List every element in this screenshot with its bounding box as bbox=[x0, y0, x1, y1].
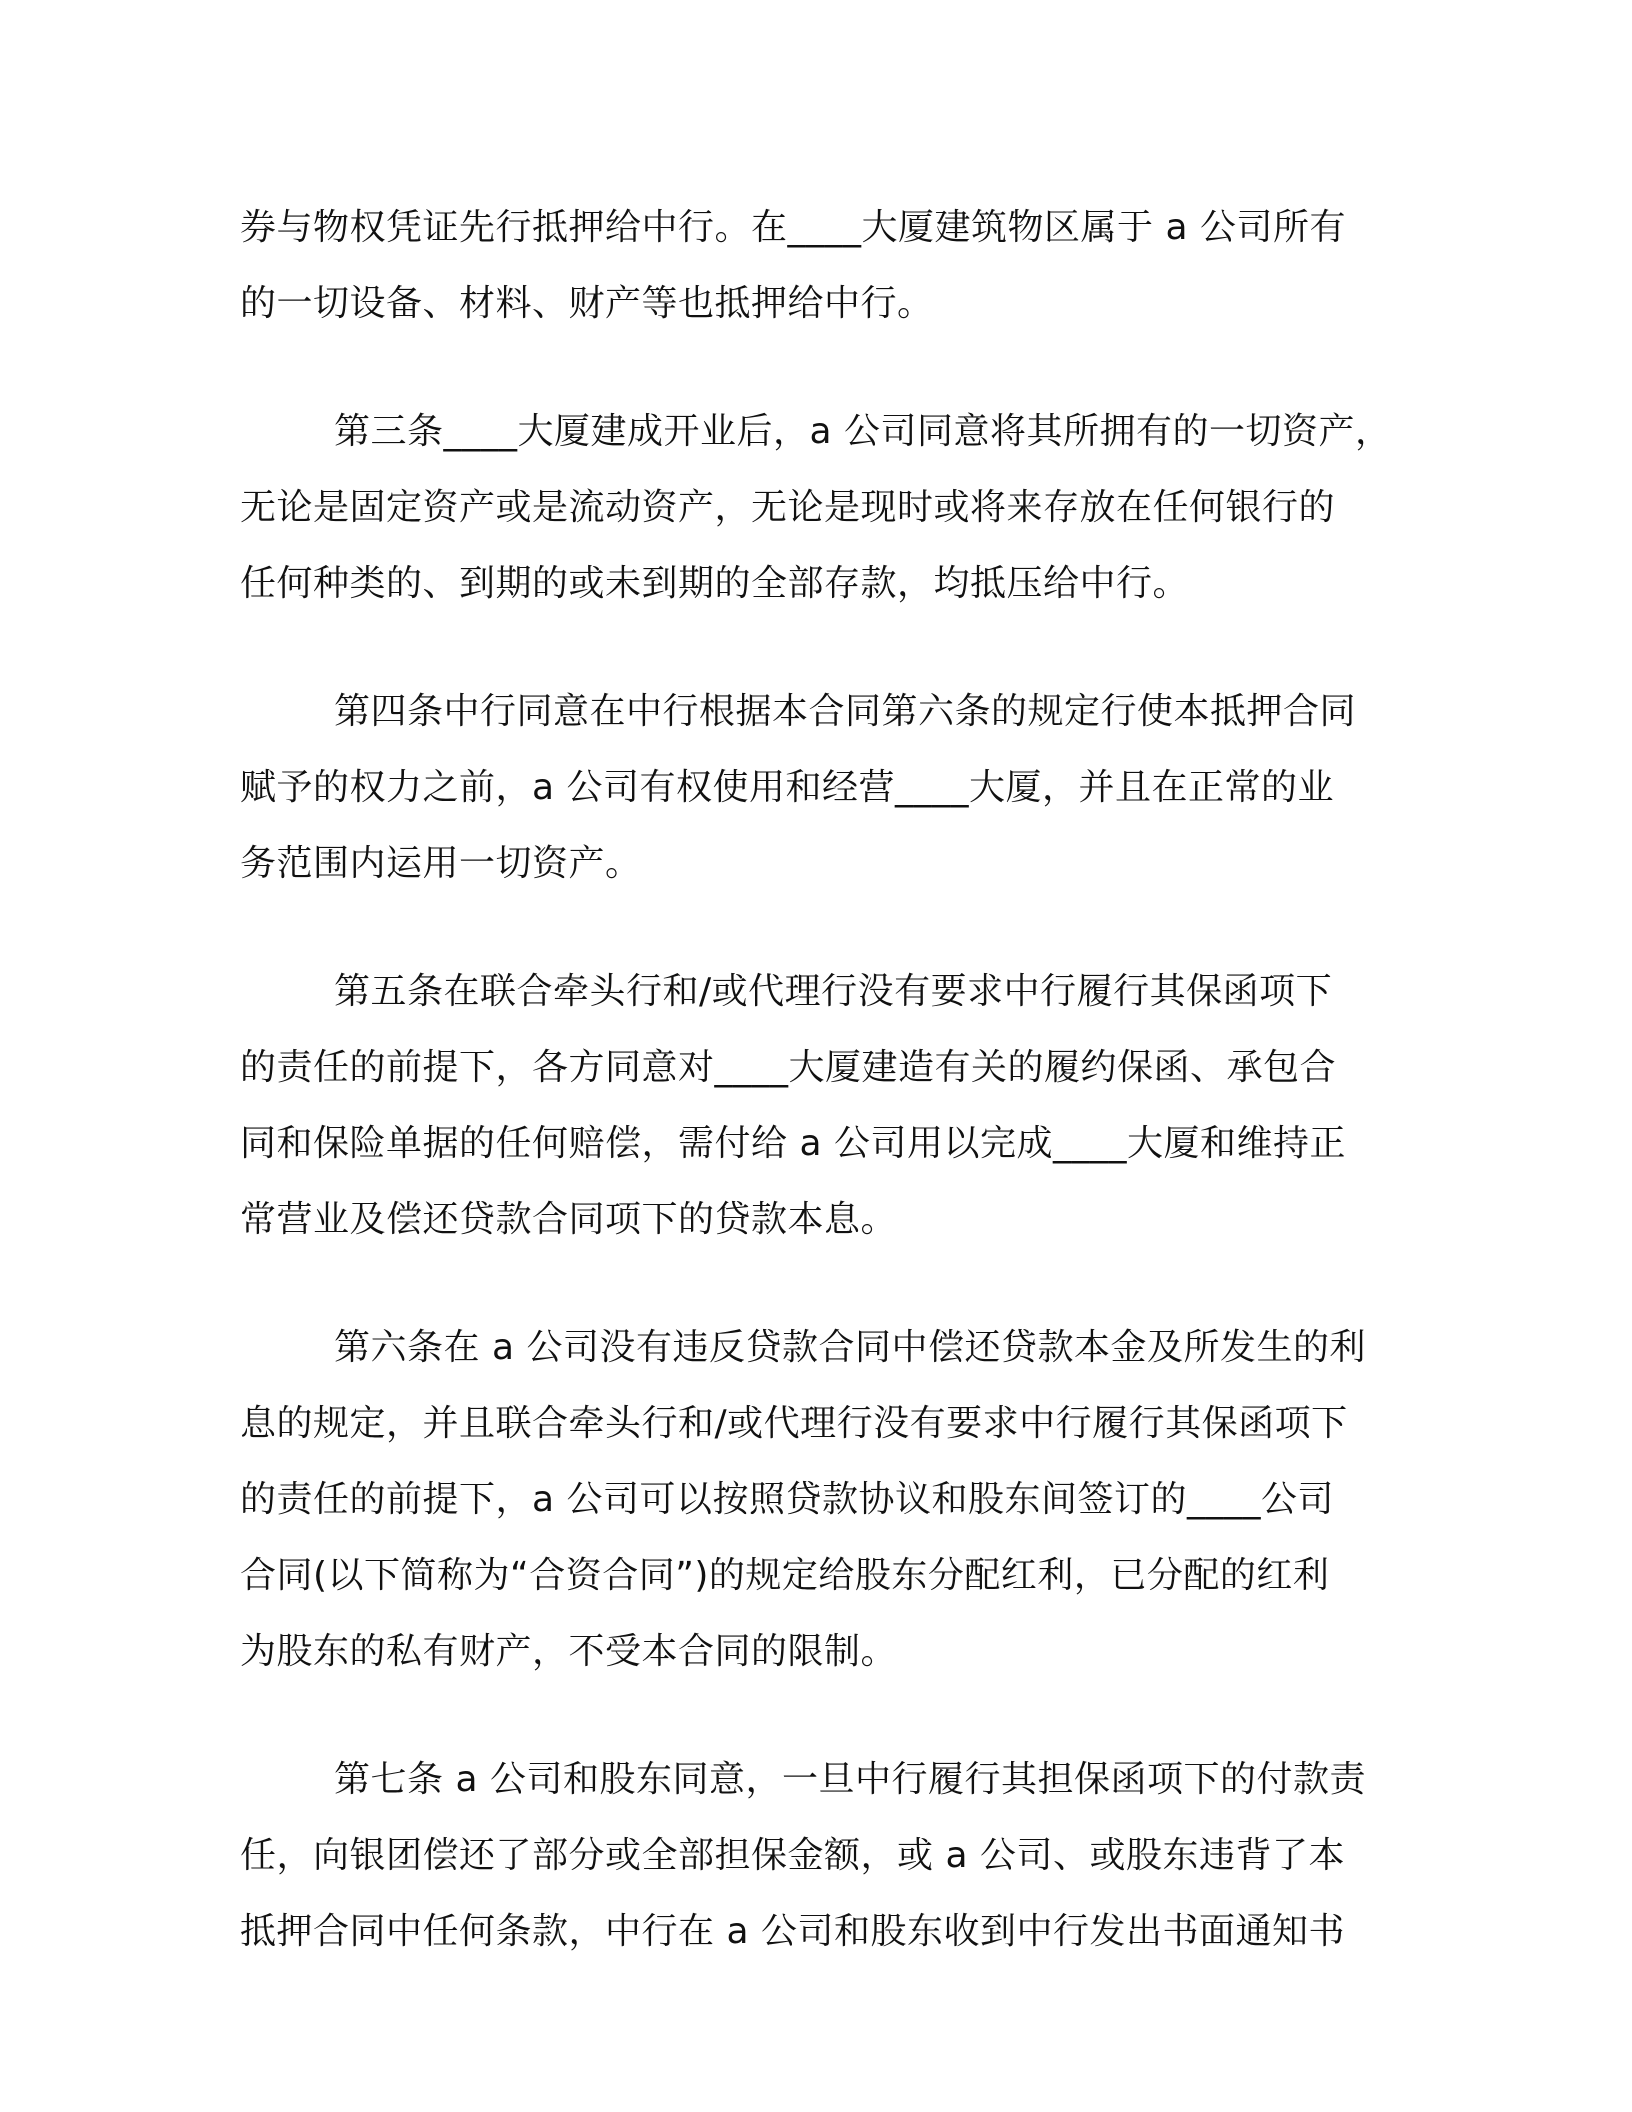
text-line: 同和保险单据的任何赔偿，需付给 a 公司用以完成____大厦和维持正 bbox=[240, 1123, 1346, 1164]
paragraph-article-4 bbox=[240, 674, 1420, 902]
text-line: 为股东的私有财产，不受本合同的限制。 bbox=[240, 1631, 898, 1672]
document-page bbox=[240, 190, 1420, 2022]
text-line: 常营业及偿还贷款合同项下的贷款本息。 bbox=[240, 1199, 898, 1240]
paragraph-article-6 bbox=[240, 1310, 1420, 1690]
text-line: 任何种类的、到期的或未到期的全部存款，均抵压给中行。 bbox=[240, 563, 1190, 604]
text-line: 息的规定，并且联合牵头行和/或代理行没有要求中行履行其保函项下 bbox=[240, 1403, 1348, 1444]
text-line: 券与物权凭证先行抵押给中行。在____大厦建筑物区属于 a 公司所有 bbox=[240, 207, 1346, 248]
text-line: 合同(以下简称为“合资合同”)的规定给股东分配红利，已分配的红利 bbox=[240, 1555, 1330, 1596]
text-line: 的责任的前提下，a 公司可以按照贷款协议和股东间签订的____公司 bbox=[240, 1479, 1335, 1520]
text-line: 任，向银团偿还了部分或全部担保金额，或 a 公司、或股东违背了本 bbox=[240, 1835, 1345, 1876]
text-line: 第六条在 a 公司没有违反贷款合同中偿还贷款本金及所发生的利 bbox=[334, 1327, 1366, 1368]
paragraph-article-5 bbox=[240, 954, 1420, 1258]
text-line: 抵押合同中任何条款，中行在 a 公司和股东收到中行发出书面通知书 bbox=[240, 1911, 1345, 1952]
paragraph-article-7 bbox=[240, 1742, 1420, 1970]
text-line: 第三条____大厦建成开业后，a 公司同意将其所拥有的一切资产， bbox=[334, 411, 1392, 452]
text-line: 的责任的前提下，各方同意对____大厦建造有关的履约保函、承包合 bbox=[240, 1047, 1337, 1088]
text-line: 无论是固定资产或是流动资产，无论是现时或将来存放在任何银行的 bbox=[240, 487, 1336, 528]
text-line: 的一切设备、材料、财产等也抵押给中行。 bbox=[240, 283, 934, 324]
text-line: 第五条在联合牵头行和/或代理行没有要求中行履行其保函项下 bbox=[334, 971, 1333, 1012]
text-line: 第七条 a 公司和股东同意，一旦中行履行其担保函项下的付款责 bbox=[334, 1759, 1366, 1800]
text-line: 赋予的权力之前，a 公司有权使用和经营____大厦，并且在正常的业 bbox=[240, 767, 1335, 808]
text-line: 第四条中行同意在中行根据本合同第六条的规定行使本抵押合同 bbox=[334, 691, 1357, 732]
paragraph-article-3 bbox=[240, 394, 1420, 622]
paragraph-article-2-continued bbox=[240, 190, 1420, 342]
text-line: 务范围内运用一切资产。 bbox=[240, 843, 642, 884]
